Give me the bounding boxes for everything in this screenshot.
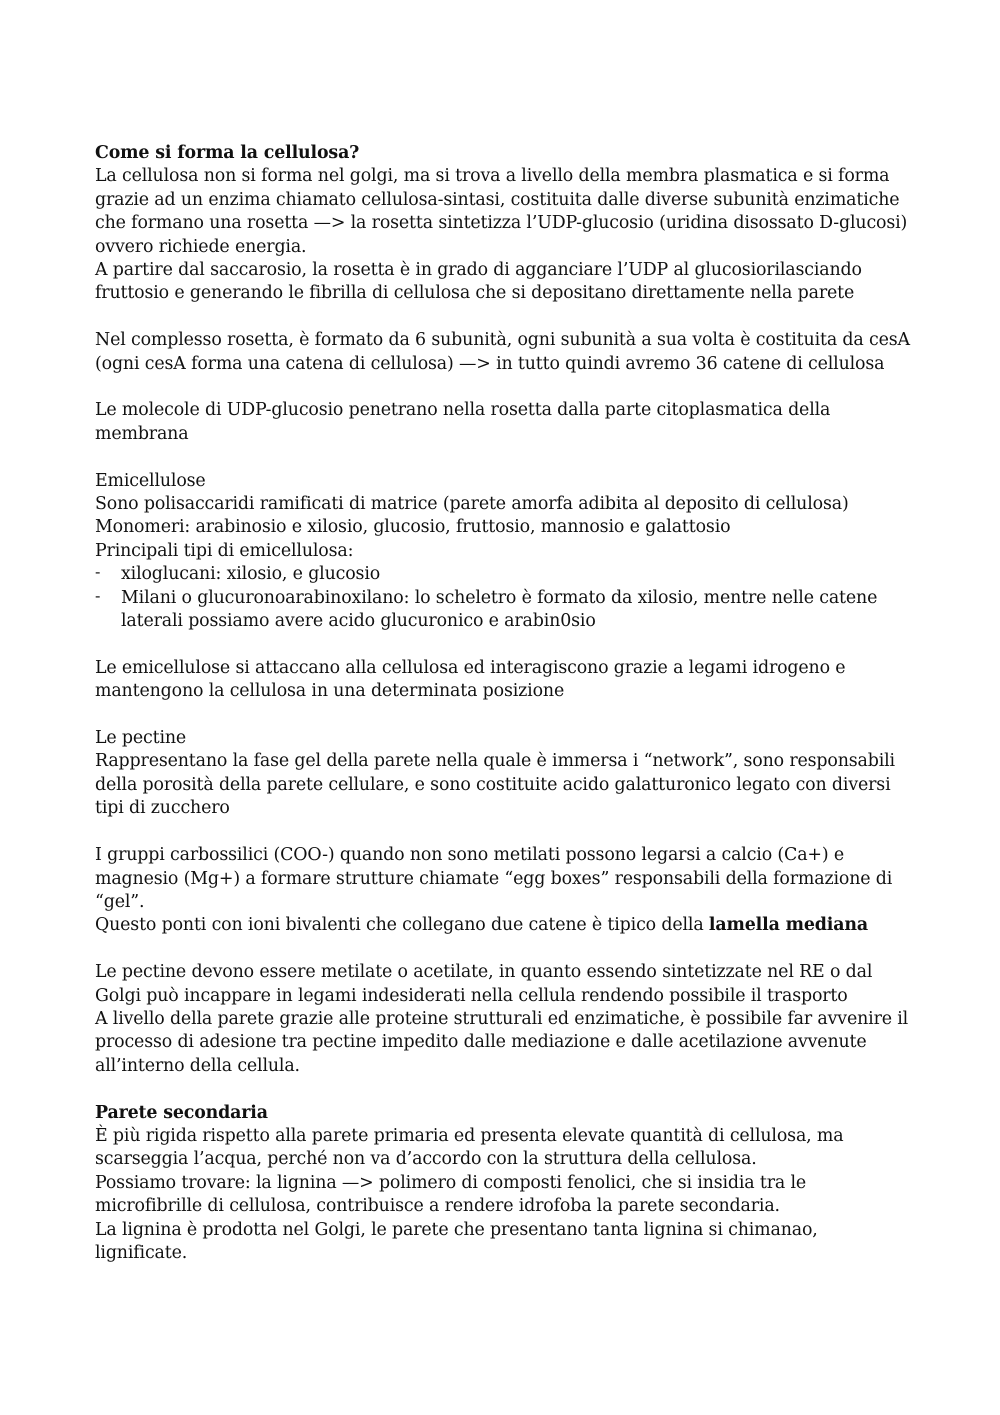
- heading-secondary-wall: Parete secondaria: [95, 1102, 268, 1123]
- paragraph-rigidity: È più rigida rispetto alla parete primaria ed presenta elevate quantità di cellulosa, ma scarseggia l’acqua, perché non va d’accordo con la struttura della cellulosa.: [95, 1125, 844, 1170]
- middle-lamella-text: Questo ponti con ioni bivalenti che collegano due catene è tipico della: [95, 915, 709, 936]
- paragraph-lignified: La lignina è prodotta nel Golgi, le parete che presentano tanta lignina si chimanao, lignificate.: [95, 1219, 818, 1263]
- spacer: [95, 704, 915, 727]
- document-page: [95, 142, 915, 1265]
- paragraph-types: Principali tipi di emicellulosa:: [95, 540, 354, 561]
- heading-cellulose: Come si forma la cellulosa?: [95, 143, 360, 163]
- heading-hemicellulose: Emicellulose: [95, 470, 206, 491]
- spacer: [95, 306, 915, 329]
- paragraph-adhesion: A livello della parete grazie alle proteine strutturali ed enzimatiche, è possibile far avvenire il processo di adesione tra pectine impedito dalle mediazione e dalle acetilazione avvenute all’interno della cellula.: [95, 1008, 909, 1076]
- list-item: - xiloglucani: xilosio, e glucosio: [95, 563, 915, 586]
- spacer: [95, 938, 915, 961]
- paragraph-middle-lamella: [95, 914, 915, 937]
- paragraph-monomers: Monomeri: arabinosio e xilosio, glucosio, fruttosio, mannosio e galattosio: [95, 517, 731, 538]
- spacer: [95, 821, 915, 844]
- paragraph-gel-phase: Rappresentano la fase gel della parete nella quale è immersa i “network”, sono responsabili della porosità della parete cellulare, e sono costituite acido galatturonico legato con diversi tipi di zucchero: [95, 751, 895, 819]
- paragraph-cellulose-synthesis: La cellulosa non si forma nel golgi, ma si trova a livello della membra plasmatica e si forma grazie ad un enzima chiamato cellulosa-sintasi, costituita dalle diverse subunità enzimatiche che formano una rosetta —> la rosetta sintetizza l’UDP-glucosio (uridina disossato D-glucosi) ovvero richiede energia.: [95, 166, 908, 257]
- paragraph-methylation: Le pectine devono essere metilate o acetilate, in quanto essendo sintetizzate nel RE o dal Golgi può incappare in legami indesiderati nella cellula rendendo possibile il trasporto: [95, 962, 873, 1006]
- spacer: [95, 376, 915, 399]
- paragraph-hydrogen-bonds: Le emicellulose si attaccano alla cellulosa ed interagiscono grazie a legami idrogeno e mantengono la cellulosa in una determinata posizione: [95, 657, 846, 702]
- spacer: [95, 633, 915, 656]
- hemicellulose-list: [95, 563, 915, 633]
- spacer: [95, 446, 915, 469]
- paragraph-sucrose: A partire dal saccarosio, la rosetta è in grado di agganciare l’UDP al glucosiorilasciando fruttosio e generando le fibrilla di cellulosa che si depositano direttamente nella parete: [95, 260, 862, 304]
- paragraph-udp-glucose: Le molecole di UDP-glucosio penetrano nella rosetta dalla parte citoplasmatica della membrana: [95, 400, 831, 444]
- paragraph-lignin: Possiamo trovare: la lignina —> polimero di composti fenolici, che si insidia tra le microfibrille di cellulosa, contribuisce a rendere idrofoba la parete secondaria.: [95, 1172, 807, 1217]
- middle-lamella-term: lamella mediana: [708, 915, 868, 936]
- paragraph-polysaccharides: Sono polisaccaridi ramificati di matrice (parete amorfa adibita al deposito di cellulosa): [95, 494, 849, 515]
- spacer: [95, 1078, 915, 1101]
- heading-pectins: Le pectine: [95, 728, 187, 749]
- list-item: - Milani o glucuronoarabinoxilano: lo scheletro è formato da xilosio, mentre nelle catene laterali possiamo avere acido glucuronico e arabin0sio: [95, 587, 915, 634]
- paragraph-carboxyl-groups: I gruppi carbossilici (COO-) quando non sono metilati possono legarsi a calcio (Ca+) e magnesio (Mg+) a formare strutture chiamate “egg boxes” responsabili della formazione di “gel”.: [95, 845, 893, 912]
- paragraph-rosette-complex: Nel complesso rosetta, è formato da 6 subunità, ogni subunità a sua volta è costituita da cesA (ogni cesA forma una catena di cellulosa) —> in tutto quindi avremo 36 catene di cellulosa: [95, 330, 910, 374]
